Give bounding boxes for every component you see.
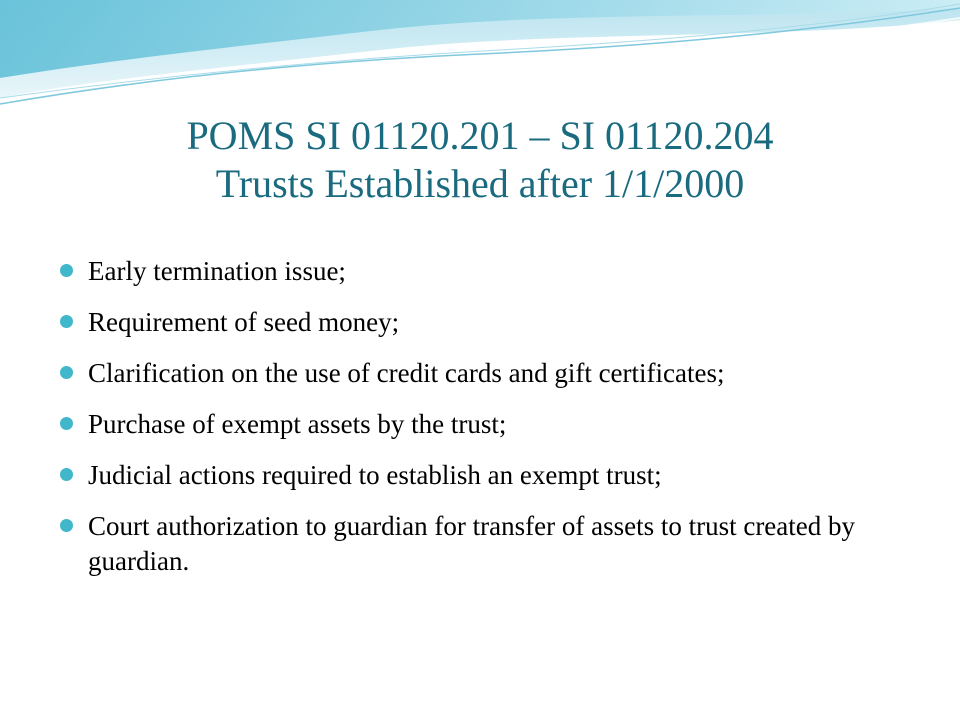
bullet-dot-icon	[60, 366, 73, 379]
bullet-item	[60, 305, 860, 340]
bullet-dot-icon	[60, 519, 73, 532]
bullet-text: Judicial actions required to establish an exempt trust;	[88, 460, 662, 490]
header-wave-decoration	[0, 0, 960, 120]
bullet-item	[60, 509, 860, 579]
bullet-item	[60, 458, 860, 493]
bullet-text: Purchase of exempt assets by the trust;	[88, 409, 507, 439]
slide-title	[60, 112, 900, 208]
bullet-dot-icon	[60, 264, 73, 277]
bullet-item	[60, 407, 860, 442]
bullet-text: Requirement of seed money;	[88, 307, 400, 337]
bullet-item	[60, 356, 860, 391]
bullet-dot-icon	[60, 468, 73, 481]
bullet-text: Court authorization to guardian for transfer of assets to trust created by guardian.	[88, 511, 856, 576]
bullet-dot-icon	[60, 417, 73, 430]
bullet-item	[60, 254, 860, 289]
bullet-list	[60, 254, 860, 595]
bullet-text: Early termination issue;	[88, 256, 346, 286]
slide-title-line-1: POMS SI 01120.201 – SI 01120.204	[186, 113, 774, 158]
bullet-text: Clarification on the use of credit cards and gift certificates;	[88, 358, 725, 388]
slide-title-line-2: Trusts Established after 1/1/2000	[215, 161, 745, 206]
bullet-dot-icon	[60, 315, 73, 328]
